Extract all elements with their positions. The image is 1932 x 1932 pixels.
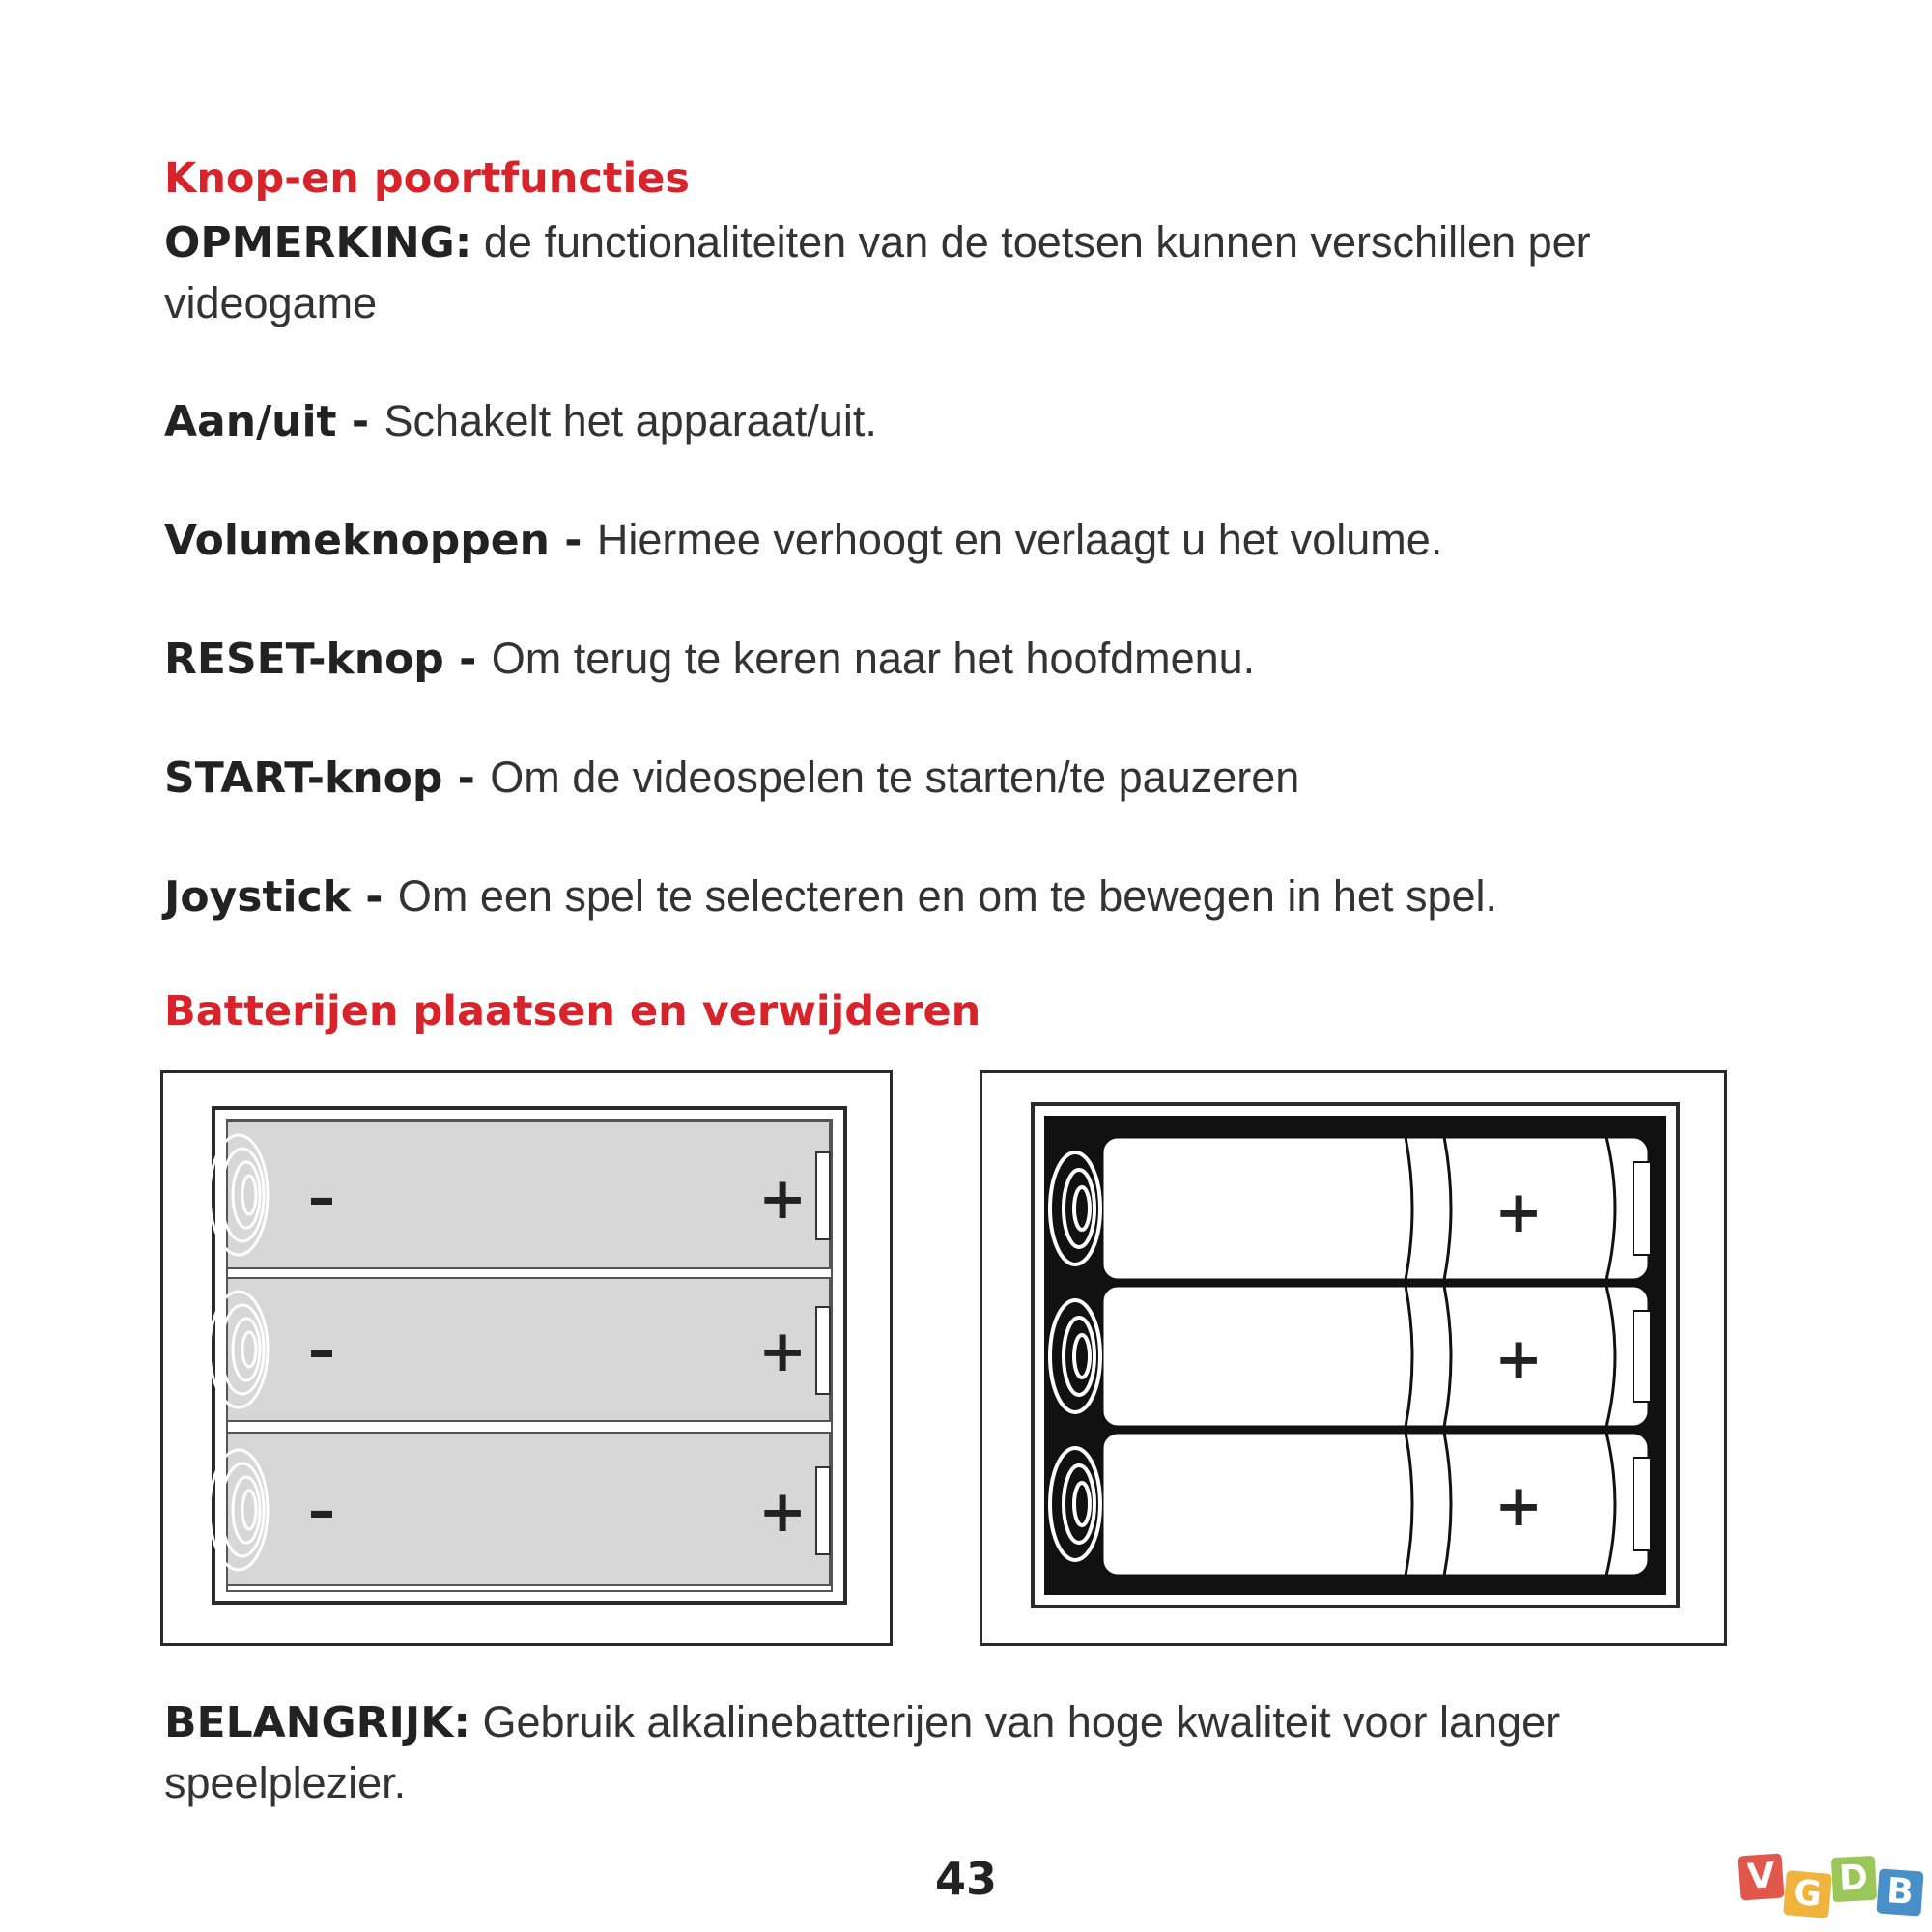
- battery-compartment-filled-figure: [980, 1070, 1727, 1646]
- battery-slot: [210, 1433, 830, 1585]
- note-paragraph: [164, 213, 1690, 333]
- plus-sign: +: [1494, 1325, 1544, 1393]
- page-number: 43: [934, 1853, 997, 1905]
- plus-contact-icon: [816, 1307, 830, 1394]
- function-label: RESET-knop -: [164, 635, 492, 684]
- function-label: START-knop -: [164, 753, 491, 803]
- function-item-reset: [164, 629, 1690, 690]
- logo-tile: D: [1831, 1856, 1877, 1902]
- function-label: Joystick -: [164, 872, 398, 922]
- plus-sign: +: [1494, 1472, 1544, 1540]
- function-item-volume: [164, 510, 1690, 571]
- plus-sign: +: [1494, 1179, 1544, 1246]
- logo-tile: G: [1783, 1870, 1832, 1918]
- important-text: Gebruik alkalinebatterijen van hoge kwaliteit voor langer speelplezier.: [164, 1697, 1561, 1807]
- function-text: Om terug te keren naar het hoofdmenu.: [491, 634, 1256, 683]
- vgdb-watermark-logo: [1739, 1855, 1932, 1924]
- function-text: Om de videospelen te starten/te pauzeren: [490, 753, 1300, 802]
- logo-tile: B: [1876, 1868, 1923, 1916]
- battery-compartment-filled-illustration: [982, 1073, 1724, 1643]
- function-item-start: [164, 748, 1690, 809]
- battery-compartment-empty-illustration: [163, 1073, 890, 1643]
- battery: [1050, 1433, 1651, 1576]
- battery-slot: [210, 1278, 830, 1421]
- plus-contact-icon: [816, 1152, 830, 1239]
- battery: [1050, 1137, 1651, 1280]
- section-heading-batteries: Batterijen plaatsen en verwijderen: [164, 987, 981, 1036]
- plus-sign: +: [758, 1165, 808, 1233]
- function-text: Om een spel te selecteren en om te bewegen in het spel.: [397, 871, 1498, 921]
- battery-compartment-empty-figure: [160, 1070, 893, 1646]
- function-text: Schakelt het apparaat/uit.: [384, 396, 877, 445]
- function-label: Aan/uit -: [164, 397, 384, 446]
- function-item-power: [164, 391, 1690, 452]
- battery: [1050, 1286, 1651, 1427]
- important-label: BELANGRIJK:: [164, 1698, 470, 1747]
- function-text: Hiermee verhoogt en verlaagt u het volume.: [596, 515, 1443, 564]
- note-text: de functionaliteiten van de toetsen kunnen verschillen per videogame: [164, 217, 1591, 327]
- plus-contact-icon: [816, 1467, 830, 1554]
- function-label: Volumeknoppen -: [164, 516, 597, 565]
- note-label: OPMERKING:: [164, 218, 472, 268]
- minus-sign: –: [308, 1320, 335, 1382]
- logo-tile: V: [1737, 1853, 1784, 1900]
- plus-sign: +: [758, 1318, 808, 1385]
- battery-slot: [210, 1122, 830, 1268]
- important-paragraph: [164, 1692, 1690, 1813]
- function-item-joystick: [164, 867, 1690, 927]
- minus-sign: –: [308, 1167, 335, 1230]
- minus-sign: –: [308, 1480, 335, 1543]
- section-heading-buttons: Knop-en poortfuncties: [164, 155, 690, 203]
- plus-sign: +: [758, 1478, 808, 1546]
